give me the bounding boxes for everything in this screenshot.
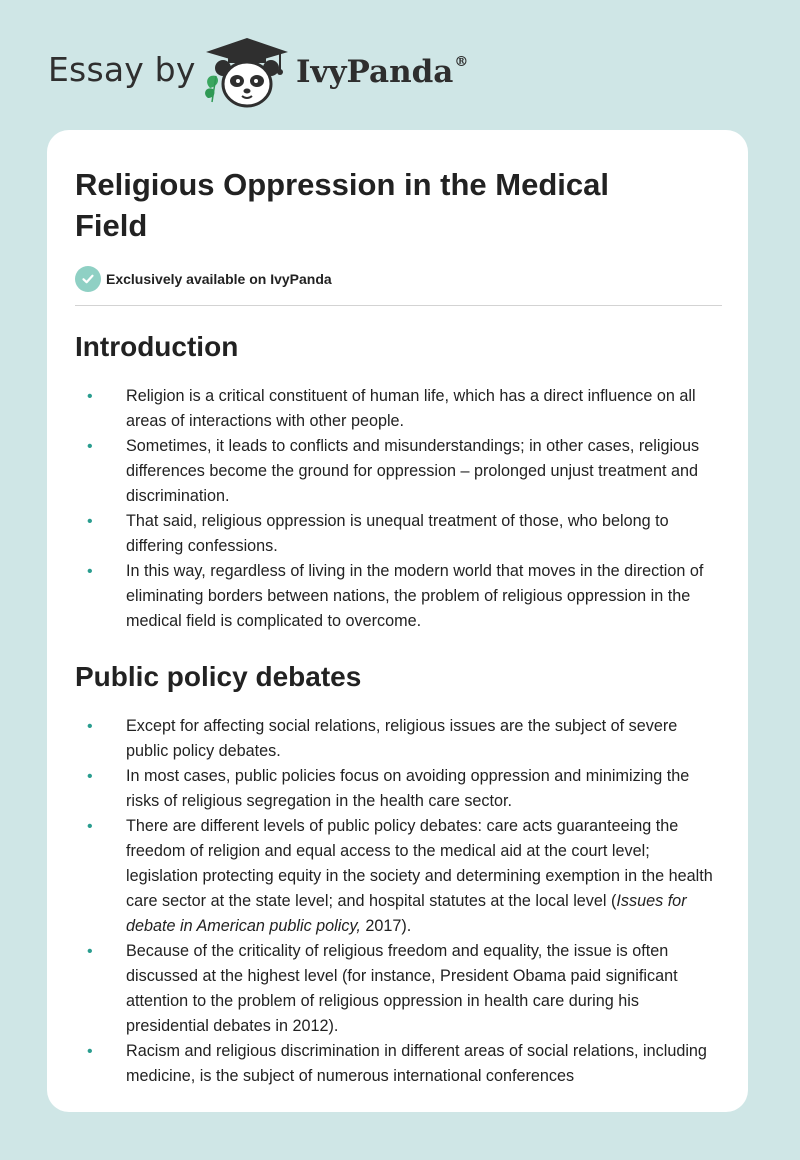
bullet-icon: • (87, 943, 93, 960)
registered-mark: ® (454, 54, 469, 70)
bullet-icon: • (87, 1043, 93, 1060)
exclusive-badge (75, 265, 722, 293)
list-item: • That said, religious oppression is unequal treatment of those, who belong to differing confessions. (75, 509, 722, 559)
list-item: • In most cases, public policies focus on avoiding oppression and minimizing the risks of religious segregation in the health care sector. (75, 764, 722, 814)
exclusive-text: Exclusively available on IvyPanda (106, 271, 332, 287)
page-title: Religious Oppression in the Medical Field (75, 167, 609, 243)
bullet-icon: • (87, 818, 93, 835)
introduction-list (75, 384, 722, 634)
list-item: • Sometimes, it leads to conflicts and misunderstandings; in other cases, religious differences become the ground for oppression – prolonged unjust treatment and discrimination. (75, 434, 722, 509)
bullet-icon: • (87, 438, 93, 455)
bullet-icon: • (87, 768, 93, 785)
section-heading-introduction: Introduction (75, 331, 239, 362)
essay-card (47, 130, 748, 1112)
bullet-icon: • (87, 513, 93, 530)
divider (75, 305, 722, 306)
site-header (0, 0, 800, 130)
bullet-icon: • (87, 563, 93, 580)
public-policy-list (75, 714, 722, 1089)
citation-rest: 2017). (360, 917, 412, 935)
citation-title: Issues for debate in American public policy, (126, 892, 687, 935)
list-item: • In this way, regardless of living in the modern world that moves in the direction of eliminating borders between nations, the problem of religious oppression in the medical field is complicated to overcome. (75, 559, 722, 634)
list-item: • Because of the criticality of religious freedom and equality, the issue is often discussed at the highest level (for instance, President Obama paid significant attention to the problem of religious oppression in health care during his presidential debates in 2012). (75, 939, 722, 1039)
panda-graduation-cap-logo-icon[interactable] (200, 36, 294, 110)
bullet-icon: • (87, 718, 93, 735)
section-heading-public-policy: Public policy debates (75, 661, 362, 692)
essay-by-label: Essay by (48, 50, 196, 89)
bullet-icon: • (87, 388, 93, 405)
list-item: • Religion is a critical constituent of human life, which has a direct influence on all areas of interactions with other people. (75, 384, 722, 434)
list-item: • Racism and religious discrimination in different areas of social relations, including medicine, is the subject of numerous international conferences (75, 1039, 722, 1089)
check-circle-icon (75, 266, 101, 292)
list-item: • Except for affecting social relations, religious issues are the subject of severe public policy debates. (75, 714, 722, 764)
list-item: • There are different levels of public policy debates: care acts guaranteeing the freedom of religion and equal access to the medical aid at the court level; legislation protecting equity in the society and determining exemption in the health care sector at the state level; and hospital statutes at the local level (Issues for debate in American public policy, 2017). (75, 814, 722, 939)
ivypanda-brand[interactable]: IvyPanda® (296, 54, 469, 90)
